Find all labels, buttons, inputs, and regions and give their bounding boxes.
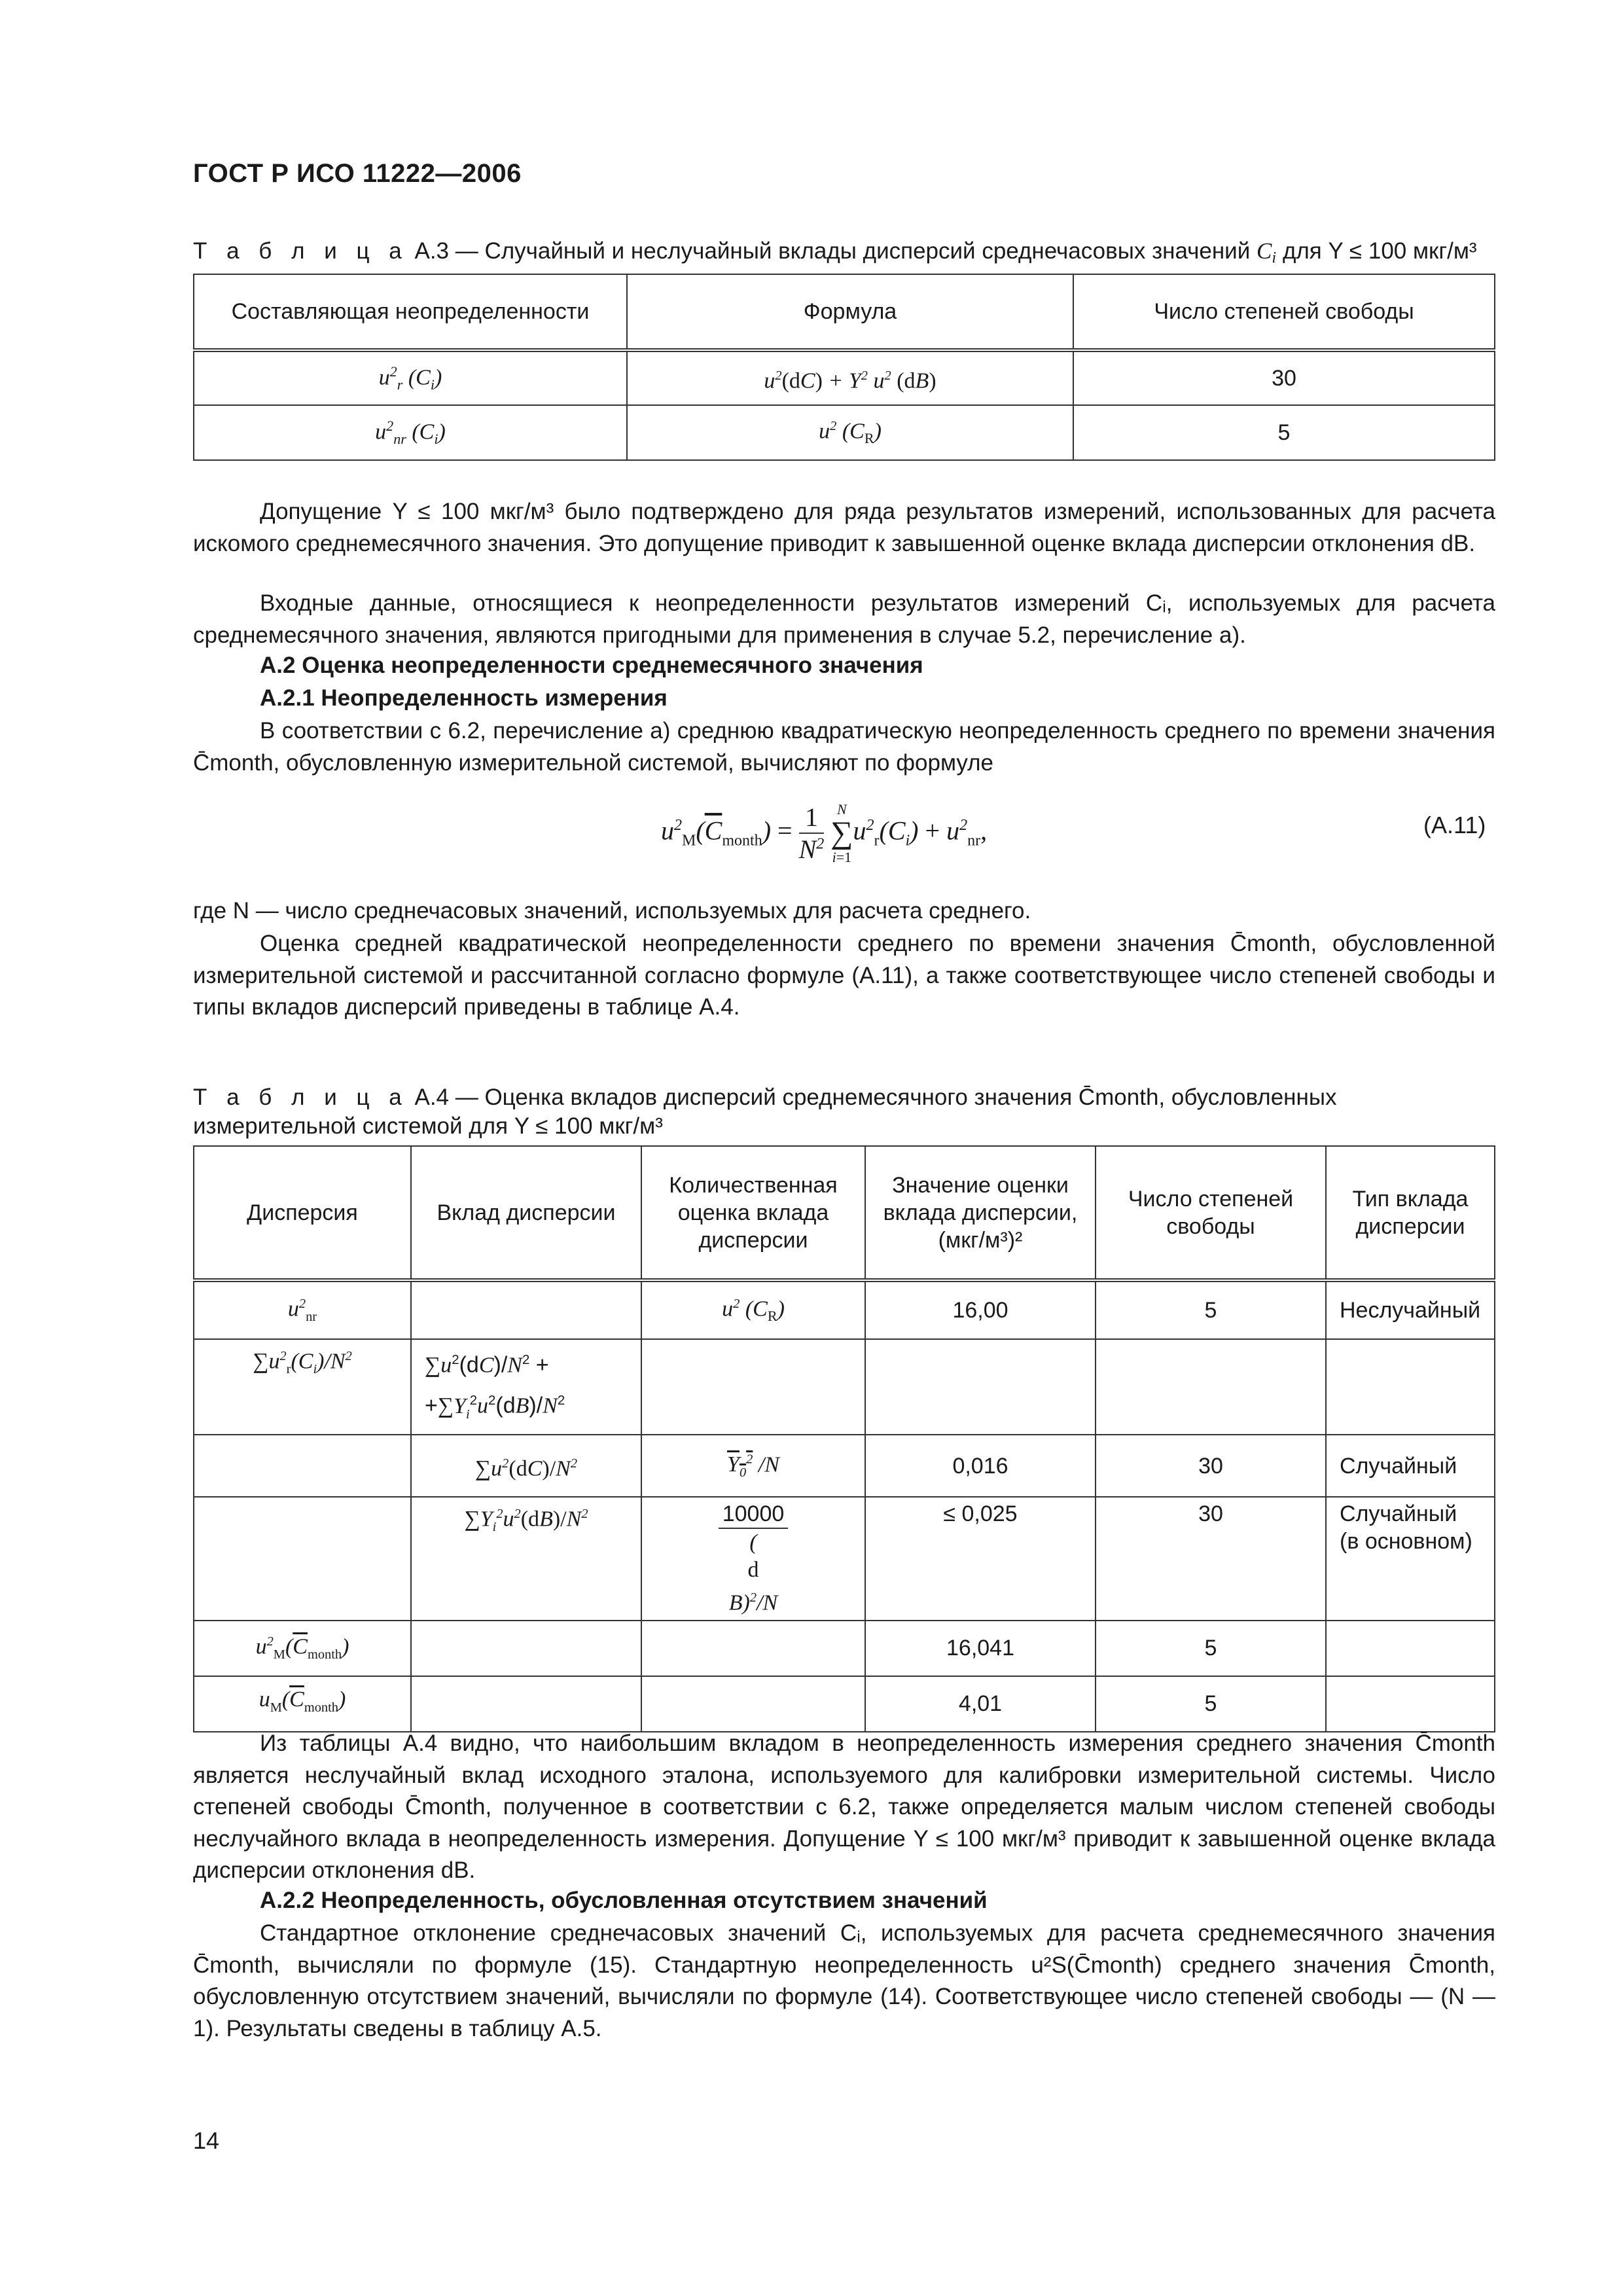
cell-variance: $u^2_M(\overline{C}_{month})$ (194, 1621, 411, 1676)
cell-type (1326, 1621, 1495, 1676)
cell-quant (641, 1621, 865, 1676)
page-number: 14 (193, 2127, 220, 2154)
caption-var-sub: i (1272, 249, 1277, 267)
cell-contribution (411, 1676, 641, 1732)
cell-formula: $u^2$ $(C_R)$ (627, 405, 1073, 460)
paragraph: где N — число среднечасовых значений, используемых для расчета среднего. (193, 898, 1031, 924)
table-row (194, 1280, 1495, 1339)
table-row (194, 1339, 1495, 1435)
caption-text-2: измерительной системой для Y ≤ 100 мкг/м³ (193, 1113, 663, 1139)
section-heading-a2: А.2 Оценка неопределенности среднемесячного значения (260, 653, 923, 678)
caption-text-1: А.4 — Оценка вкладов дисперсий среднемесячного значения C̄month, обусловленных (414, 1085, 1337, 1110)
cell-contribution: $\sum u^2(dC)/N^2$ + $+\sum Y_i^2u^2(dB)/N^2$ (411, 1339, 641, 1435)
cell-quant (641, 1676, 865, 1732)
th-quant: Количественная оценка вклада дисперсии (641, 1146, 865, 1280)
cell-type: Случайный (1326, 1435, 1495, 1497)
cell-dof: 30 (1096, 1435, 1326, 1497)
paragraph: Оценка средней квадратической неопределенности среднего по времени значения C̄month, обусловленной измерительной системой и рассчитанной согласно формуле (А.11), а также соответствующее число степеней свободы и типы вкладов дисперсий приведены в таблице А.4. (193, 931, 1495, 1020)
table-row (194, 405, 1495, 460)
th-variance: Дисперсия (194, 1146, 411, 1280)
paragraph: Стандартное отклонение среднечасовых значений Cᵢ, используемых для расчета среднемесячного значения C̄month, вычисляли по формуле (15). Стандартную неопределенность u²S(C̄month) среднего значения C̄month, обусловленную отсутствием значений, вычисляли по формуле (14). Соответствующее число степеней свободы — (N — 1). Результаты сведены в таблицу А.5. (193, 1920, 1495, 2041)
equation-number: (А.11) (1423, 812, 1486, 838)
cell-value (865, 1339, 1096, 1435)
table-row (194, 1621, 1495, 1676)
cell-dof: 5 (1096, 1280, 1326, 1339)
cell-variance (194, 1435, 411, 1497)
section-heading-a22: А.2.2 Неопределенность, обусловленная отсутствием значений (260, 1888, 988, 1913)
cell-contribution: $\sum u^2(dC)/N^2$ (411, 1435, 641, 1497)
cell-contribution: $\sum Y_i^2u^2(dB)/N^2$ (411, 1497, 641, 1620)
cell-type (1326, 1339, 1495, 1435)
cell-dof: 5 (1073, 405, 1495, 460)
table-a4-caption (193, 1083, 1495, 1141)
th-dof: Число степеней свободы (1096, 1146, 1326, 1280)
cell-quant: $Y_0^2$ /N (641, 1435, 865, 1497)
paragraph: В соответствии с 6.2, перечисление а) среднюю квадратическую неопределенность среднего по времени значения C̄month, обусловленную измерительной системой, вычисляют по формуле (193, 718, 1495, 776)
type-line2: (в основном) (1340, 1529, 1472, 1554)
cell-type: Неслучайный (1326, 1280, 1495, 1339)
cell-dof: 5 (1096, 1621, 1326, 1676)
equation-a11: $u^2_M(\overline{C}_{month})$ = $\frac{1}{N^2}$ N ∑ i=1 $u^2_r(C_i) + u^2_{nr}$, (661, 801, 988, 866)
cell-value: 4,01 (865, 1676, 1096, 1732)
caption-label: Т а б л и ц а (193, 1085, 408, 1110)
cell-dof: 30 (1073, 350, 1495, 405)
cell-type (1326, 1676, 1495, 1732)
cell-value: 0,016 (865, 1435, 1096, 1497)
cell-variance: $\sum u^2_r(C_i)/N^2$ (194, 1339, 411, 1435)
cell-contribution (411, 1621, 641, 1676)
table-a3-caption (193, 237, 1477, 272)
cell-variance (194, 1497, 411, 1620)
cell-type (1326, 1497, 1495, 1620)
th-formula: Формула (627, 274, 1073, 350)
th-contribution: Вклад дисперсии (411, 1146, 641, 1280)
caption-label: Т а б л и ц а (193, 238, 408, 264)
th-type: Тип вклада дисперсии (1326, 1146, 1495, 1280)
cell-value: 16,041 (865, 1621, 1096, 1676)
cell-dof (1096, 1339, 1326, 1435)
cell-quant: $u^2$ $(C_R)$ (641, 1280, 865, 1339)
caption-for: для (1282, 238, 1322, 264)
table-row (194, 350, 1495, 405)
caption-var: C (1257, 238, 1272, 264)
cell-value: ≤ 0,025 (865, 1497, 1096, 1620)
table-row (194, 1676, 1495, 1732)
table-row (194, 1435, 1495, 1497)
caption-text: А.3 — Случайный и неслучайный вклады дисперсий среднечасовых значений (414, 238, 1251, 264)
table-a3 (193, 274, 1495, 461)
th-value: Значение оценки вклада дисперсии, (мкг/м³)² (865, 1146, 1096, 1280)
frac-numerator: 10000 (719, 1500, 789, 1529)
section-heading-a21: А.2.1 Неопределенность измерения (260, 685, 668, 711)
cell-contribution (411, 1280, 641, 1339)
th-dof: Число степеней свободы (1073, 274, 1495, 350)
paragraph: Допущение Y ≤ 100 мкг/м³ было подтверждено для ряда результатов измерений, использованных для расчета искомого среднемесячного значения. Это допущение приводит к завышенной оценке вклада дисперсии отклонения dB. (193, 499, 1495, 556)
paragraph: Из таблицы А.4 видно, что наибольшим вкладом в неопределенность измерения среднего значения C̄month является неслучайный вклад исходного эталона, используемого для калибровки измерительной системы. Число степеней свободы C̄month, полученное в соответствии с 6.2, также определяется малым числом степеней свободы неслучайного вклада в неопределенность измерения. Допущение Y ≤ 100 мкг/м³ приводит к завышенной оценке вклада дисперсии отклонения dB. (193, 1731, 1495, 1883)
table-row (194, 1497, 1495, 1620)
table-a4 (193, 1145, 1495, 1732)
caption-cond: Y ≤ 100 мкг/м³ (1328, 238, 1477, 264)
cell-dof: 5 (1096, 1676, 1326, 1732)
cell-quant (641, 1339, 865, 1435)
paragraph: Входные данные, относящиеся к неопределенности результатов измерений Cᵢ, используемых для расчета среднемесячного значения, являются пригодными для применения в случае 5.2, перечисление а). (193, 590, 1495, 648)
cell-quant: 10000 ( d B)$^2$/N (641, 1497, 865, 1620)
type-line1: Случайный (1340, 1501, 1457, 1527)
cell-variance: $u^2_{nr}$ (194, 1280, 411, 1339)
cell-formula: $u^2(dC) + Y^2$ $u^2$ (dB) (627, 350, 1073, 405)
th-component: Составляющая неопределенности (194, 274, 627, 350)
cell-variance: $u_M(\overline{C}_{month})$ (194, 1676, 411, 1732)
document-header: ГОСТ Р ИСО 11222—2006 (193, 159, 522, 188)
cell-dof: 30 (1096, 1497, 1326, 1620)
cell-value: 16,00 (865, 1280, 1096, 1339)
cell-component: $u^2_r$ $(C_i)$ (194, 350, 627, 405)
cell-component: $u^2_{nr}$ $(C_i)$ (194, 405, 627, 460)
